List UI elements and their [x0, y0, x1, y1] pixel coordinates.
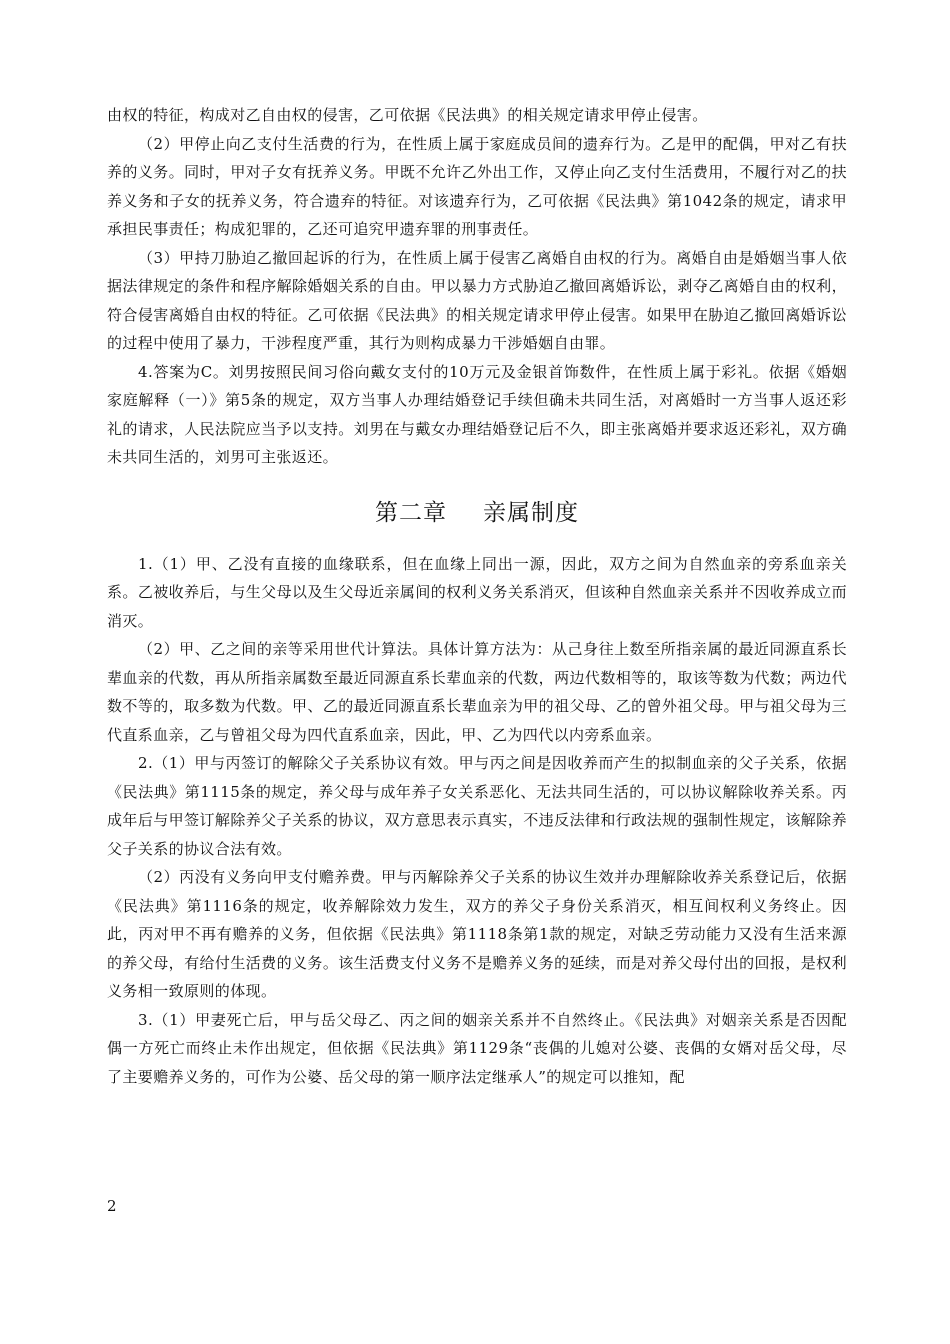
chapter-title: 亲属制度 — [483, 499, 579, 526]
paragraph: 3.（1）甲妻死亡后，甲与岳父母乙、丙之间的姻亲关系并不自然终止。《民法典》对姻亲关系是否因配偶一方死亡而终止未作出规定，但依据《民法典》第1129条“丧偶的儿媳对公婆、丧偶的女婿对岳父母，尽了主要赡养义务的，可作为公婆、岳父母的第一顺序法定继承人”的规定可以推知，配 — [107, 1010, 847, 1086]
page-number: 2 — [107, 1197, 117, 1215]
paragraph: 由权的特征，构成对乙自由权的侵害，乙可依据《民法典》的相关规定请求甲停止侵害。 — [107, 106, 708, 124]
paragraph: （3）甲持刀胁迫乙撤回起诉的行为，在性质上属于侵害乙离婚自由权的行为。离婚自由是婚姻当事人依据法律规定的条件和程序解除婚姻关系的自由。甲以暴力方式胁迫乙撤回离婚诉讼，剥夺乙离婚自由的权利，符合侵害离婚自由权的特征。乙可依据《民法典》的相关规定请求甲停止侵害。如果甲在胁迫乙撤回离婚诉讼的过程中使用了暴力，干涉程度严重，其行为则构成暴力干涉婚姻自由罪。 — [107, 248, 847, 352]
chapter-number: 第二章 — [375, 499, 447, 526]
paragraph: 2.（1）甲与丙签订的解除父子关系协议有效。甲与丙之间是因收养而产生的拟制血亲的父子关系，依据《民法典》第1115条的规定，养父母与成年养子女关系恶化、无法共同生活的，可以协议解除收养关系。丙成年后与甲签订解除养父子关系的协议，双方意思表示真实，不违反法律和行政法规的强制性规定，该解除养父子关系的协议合法有效。 — [107, 754, 847, 858]
paragraph: 4.答案为C。刘男按照民间习俗向戴女支付的10万元及金银首饰数件，在性质上属于彩礼。依据《婚姻家庭解释（一）》第5条的规定，双方当事人办理结婚登记手续但确未共同生活，对离婚时一方当事人返还彩礼的请求，人民法院应当予以支持。刘男在与戴女办理结婚登记后不久，即主张离婚并要求返还彩礼，双方确未共同生活的，刘男可主张返还。 — [107, 362, 847, 466]
paragraph: （2）丙没有义务向甲支付赡养费。甲与丙解除养父子关系的协议生效并办理解除收养关系登记后，依据《民法典》第1116条的规定，收养解除效力发生，双方的养父子身份关系消灭，相互间权利义务终止。因此，丙对甲不再有赡养的义务，但依据《民法典》第1118条第1款的规定，对缺乏劳动能力又没有生活来源的养父母，有给付生活费的义务。该生活费支付义务不是赡养义务的延续，而是对养父母付出的回报，是权利义务相一致原则的体现。 — [107, 868, 847, 1000]
paragraph: （2）甲停止向乙支付生活费的行为，在性质上属于家庭成员间的遗弃行为。乙是甲的配偶，甲对乙有扶养的义务。同时，甲对子女有抚养义务。甲既不允许乙外出工作，又停止向乙支付生活费用，不履行对乙的扶养义务和子女的抚养义务，符合遗弃的特征。对该遗弃行为，乙可依据《民法典》第1042条的规定，请求甲承担民事责任；构成犯罪的，乙还可追究甲遗弃罪的刑事责任。 — [107, 134, 847, 238]
chapter-heading — [107, 496, 847, 530]
paragraph: 1.（1）甲、乙没有直接的血缘联系，但在血缘上同出一源，因此，双方之间为自然血亲的旁系血亲关系。乙被收养后，与生父母以及生父母近亲属间的权利义务关系消灭，但该种自然血亲关系并不因收养成立而消灭。 — [107, 554, 847, 630]
paragraph: （2）甲、乙之间的亲等采用世代计算法。具体计算方法为：从己身往上数至所指亲属的最近同源直系长辈血亲的代数，再从所指亲属数至最近同源直系长辈血亲的代数，两边代数相等的，取该等数为代数；两边代数不等的，取多数为代数。甲、乙的最近同源直系长辈血亲为甲的祖父母、乙的曾外祖父母。甲与祖父母为三代直系血亲，乙与曾祖父母为四代直系血亲，因此，甲、乙为四代以内旁系血亲。 — [107, 640, 847, 744]
page-content — [107, 101, 847, 1091]
